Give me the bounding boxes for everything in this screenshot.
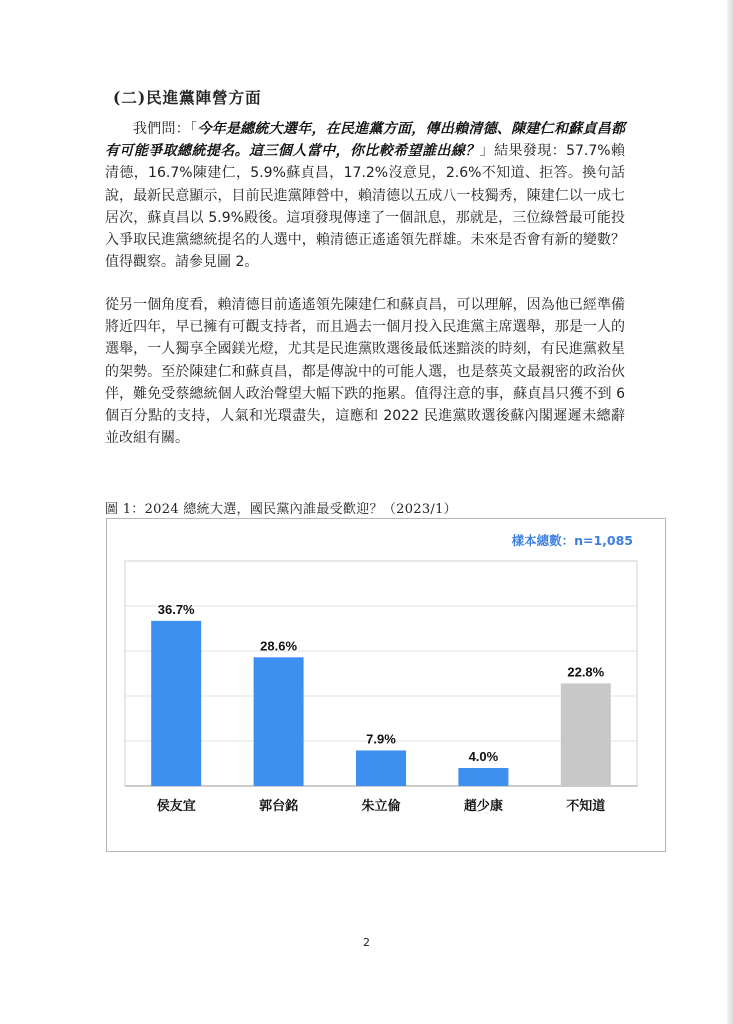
survey-question: 今年是總統大選年，在民進黨方面，傳出賴清德、陳建仁和蘇貞昌都有可能爭取總統提名。這三個人當中，你比較希望誰出線？ [105,121,626,160]
chart-canvas [107,519,665,851]
page-number: 2 [363,936,370,949]
data-label-1: 36.7% [157,601,195,617]
section-title: (二)民進黨陣營方面 [113,88,262,107]
bar-2 [254,657,304,786]
data-label-4: 4.0% [468,749,499,764]
category-label-3: 朱立倫 [361,799,401,814]
page-edge [727,0,733,1024]
data-label-5: 22.8% [567,664,605,680]
category-label-2: 郭台銘 [259,799,299,814]
category-label-1: 侯友宜 [156,799,196,814]
bar-5 [561,683,611,786]
paragraph-1 [105,118,625,273]
category-label-5: 不知道 [566,799,606,814]
sample-size-note: 樣本總數：n=1,085 [511,533,633,548]
bar-1 [151,621,201,786]
paragraph-1-body: 」結果發現：57.7%賴清德，16.7%陳建仁，5.9%蘇貞昌，17.2%沒意見，2.6%不知道、拒答。換句話說，最新民意顯示，目前民進黨陣營中，賴清德以五成八一枝獨秀，陳建仁以一成七居次，蘇貞昌以 5.9%殿後。這項發現傳達了一個訊息，那就是，三位綠營最可能投入爭取民進黨總統提名的人選中，賴清德正遙遙領先群雄。未來是否會有新的變數？值得觀察。請參見圖 2。 [105,143,625,271]
data-label-2: 28.6% [260,638,298,654]
paragraph-1-lead: 我們問：「 [133,121,198,137]
bar-4 [458,768,508,786]
bar-3 [356,750,406,786]
paragraph-2: 從另一個角度看，賴清德目前遙遙領先陳建仁和蘇貞昌，可以理解，因為他已經準備將近四年，早已擁有可觀支持者，而且過去一個月投入民進黨主席選舉，那是一人的選舉，一人獨享全國鎂光燈，尤其是民進黨敗選後最低迷黯淡的時刻，有民進黨救星的架勢。至於陳建仁和蘇貞昌，都是傳說中的可能人選，也是蔡英文最親密的政治伙伴，難免受蔡總統個人政治聲望大幅下跌的拖累。值得注意的事，蘇貞昌只獲不到 6 個百分點的支持，人氣和光環盡失，這應和 2022 民進黨敗選後蘇內閣遲遲未總辭並改組有關。 [105,297,625,447]
bar-chart [106,518,666,852]
figure-caption: 圖 1：2024 總統大選，國民黨內誰最受歡迎？（2023/1） [105,502,457,517]
data-label-3: 7.9% [366,731,396,747]
category-label-4: 趙少康 [463,799,503,814]
